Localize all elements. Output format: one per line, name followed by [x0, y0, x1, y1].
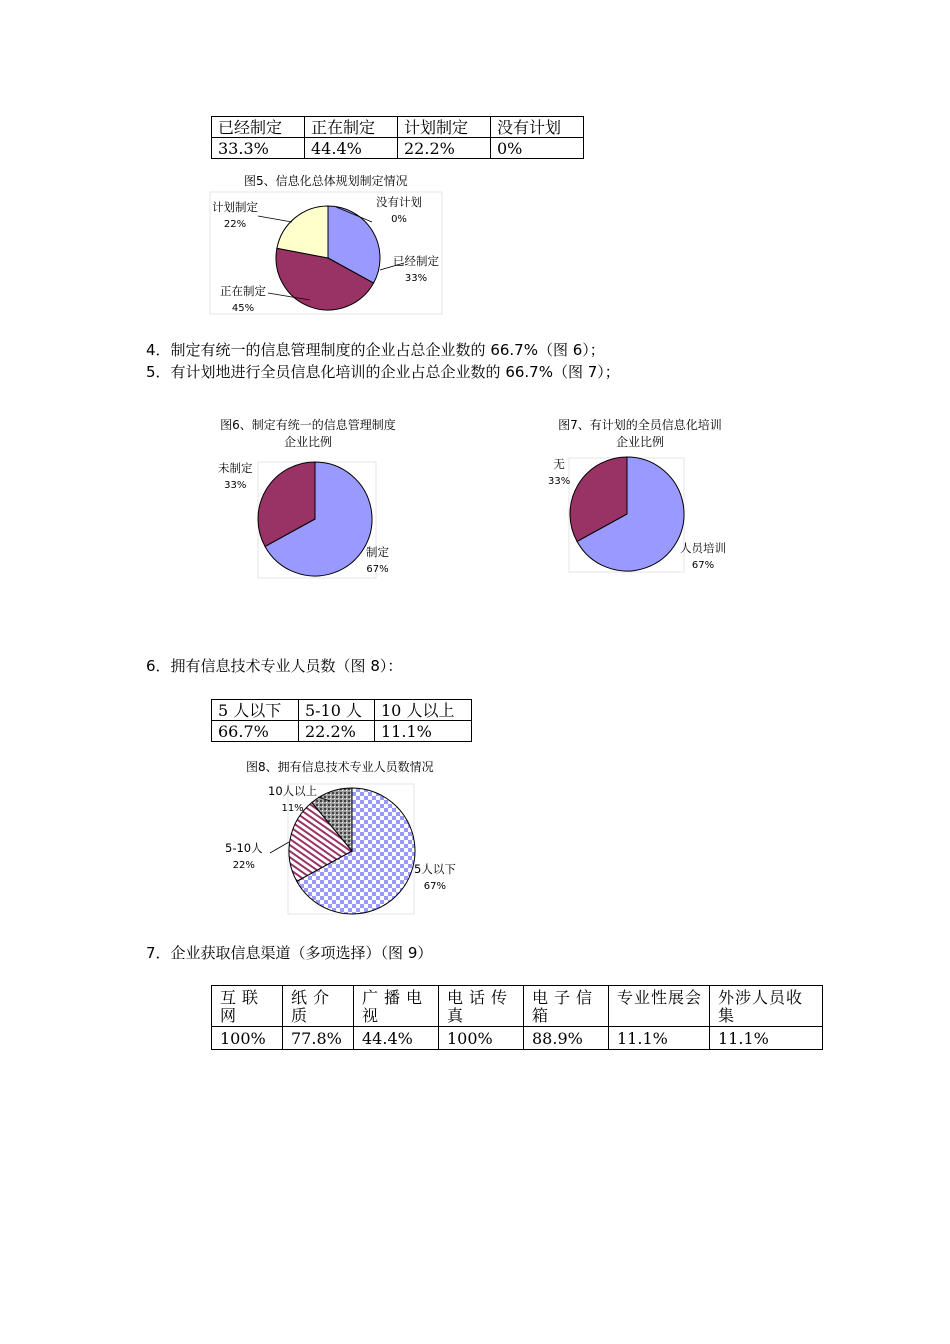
paragraph-5: 5．有计划地进行全员信息化培训的企业占总企业数的 66.7%（图 7）； — [146, 363, 620, 381]
label-training: 人员培训 67% — [680, 541, 726, 571]
table-cell: 22.2% — [398, 138, 491, 159]
chart-title: 图7、有计划的全员信息化培训 企业比例 — [558, 418, 722, 449]
table-cell: 专业性展会 — [609, 986, 710, 1027]
table-cell: 5-10 人 — [299, 700, 375, 721]
label-none: 无 33% — [548, 457, 571, 487]
chart-title: 图8、拥有信息技术专业人员数情况 — [246, 760, 434, 774]
table-cell: 广播电视 — [354, 986, 439, 1027]
table-cell: 没有计划 — [491, 117, 584, 138]
table-cell: 0% — [491, 138, 584, 159]
table-cell: 5 人以下 — [212, 700, 299, 721]
table-cell: 77.8% — [283, 1027, 354, 1050]
table-cell: 66.7% — [212, 721, 299, 742]
leader-line — [270, 842, 289, 853]
table-cell: 88.9% — [524, 1027, 609, 1050]
paragraph-6: 6．拥有信息技术专业人员数（图 8）： — [146, 657, 403, 675]
table-cell: 11.1% — [375, 721, 472, 742]
table-cell: 已经制定 — [212, 117, 305, 138]
label-made: 制定 67% — [366, 545, 389, 575]
table-cell: 纸介质 — [283, 986, 354, 1027]
table-cell: 44.4% — [354, 1027, 439, 1050]
table-cell: 100% — [212, 1027, 283, 1050]
table-cell: 电话传真 — [439, 986, 524, 1027]
chart-title: 图5、信息化总体规划制定情况 — [244, 174, 408, 188]
table-row — [212, 1027, 823, 1050]
table-info-channels — [211, 985, 823, 1050]
label-under-5: 5人以下 67% — [414, 862, 456, 892]
table-cell: 11.1% — [710, 1027, 823, 1050]
table-cell: 10 人以上 — [375, 700, 472, 721]
table-cell: 计划制定 — [398, 117, 491, 138]
table-cell: 33.3% — [212, 138, 305, 159]
paragraph-4: 4．制定有统一的信息管理制度的企业占总企业数的 66.7%（图 6）； — [146, 341, 605, 359]
table-cell: 44.4% — [305, 138, 398, 159]
table-header-row — [212, 986, 823, 1027]
table-cell: 外涉人员收集 — [710, 986, 823, 1027]
label-making: 正在制定 45% — [220, 284, 266, 314]
label-5-10: 5-10人 22% — [225, 841, 263, 871]
table-cell: 正在制定 — [305, 117, 398, 138]
table-cell: 22.2% — [299, 721, 375, 742]
table-cell: 100% — [439, 1027, 524, 1050]
label-over-10: 10人以上 11% — [268, 784, 318, 814]
table-cell: 互联网 — [212, 986, 283, 1027]
chart-title: 图6、制定有统一的信息管理制度 企业比例 — [220, 418, 396, 449]
label-no-plan: 没有计划 0% — [376, 195, 422, 225]
table-cell: 电子信箱 — [524, 986, 609, 1027]
table-cell: 11.1% — [609, 1027, 710, 1050]
label-not-made: 未制定 33% — [218, 461, 253, 491]
label-plan: 计划制定 22% — [212, 200, 258, 230]
label-made: 已经制定 33% — [393, 254, 439, 284]
paragraph-7: 7．企业获取信息渠道（多项选择）（图 9） — [146, 944, 433, 962]
